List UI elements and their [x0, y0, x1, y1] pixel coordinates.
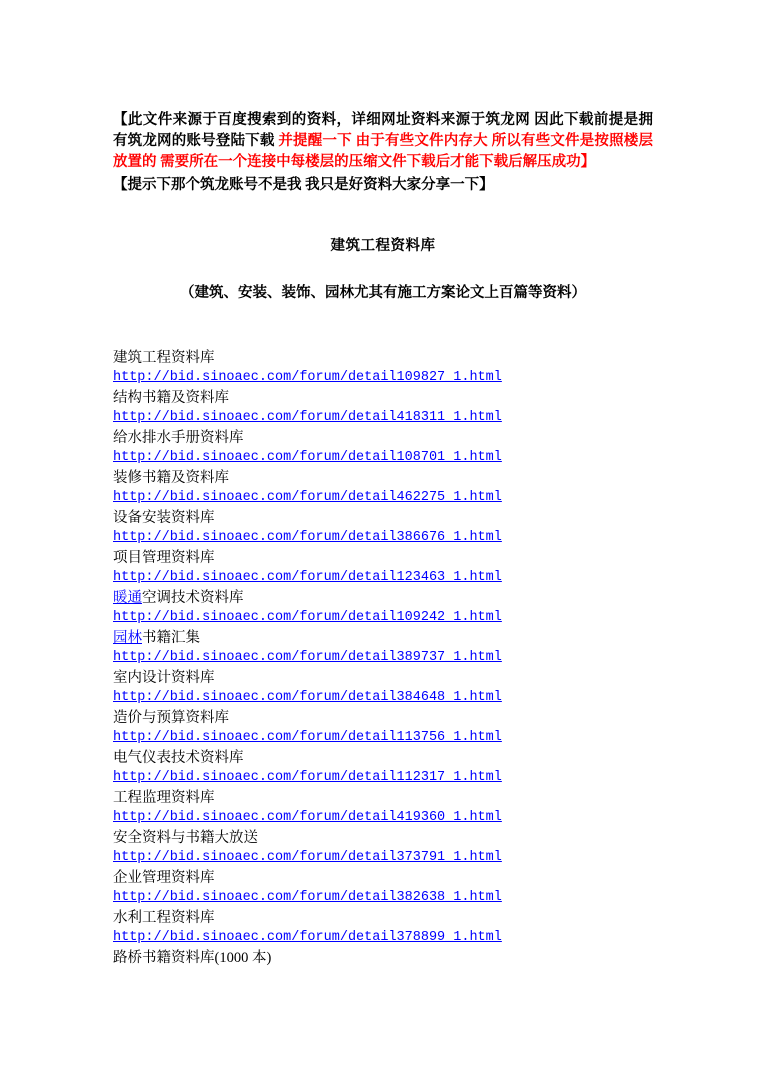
list-item	[113, 468, 653, 508]
resource-label: 安全资料与书籍大放送	[113, 830, 258, 846]
resource-label-text: 空调技术资料库	[142, 590, 244, 606]
list-item	[113, 508, 653, 548]
resource-label: 工程监理资料库	[113, 790, 215, 806]
resource-link[interactable]: http://bid.sinoaec.com/forum/detail113756_1.html	[113, 730, 502, 745]
resource-label: 结构书籍及资料库	[113, 390, 229, 406]
page-title: 建筑工程资料库	[330, 238, 436, 254]
list-item	[113, 828, 653, 868]
resource-label: 路桥书籍资料库(1000 本)	[113, 950, 272, 966]
resource-label: 装修书籍及资料库	[113, 470, 229, 486]
resource-label: 室内设计资料库	[113, 670, 215, 686]
list-item	[113, 348, 653, 388]
list-item	[113, 748, 653, 788]
resource-link[interactable]: http://bid.sinoaec.com/forum/detail109827_1.html	[113, 370, 502, 385]
resource-label	[113, 628, 653, 648]
list-item	[113, 908, 653, 948]
list-item	[113, 868, 653, 908]
resource-label-highlight[interactable]: 园林	[113, 630, 142, 646]
resource-label-highlight[interactable]: 暖通	[113, 590, 142, 606]
list-item	[113, 428, 653, 468]
resource-link[interactable]: http://bid.sinoaec.com/forum/detail462275_1.html	[113, 490, 502, 505]
resource-link[interactable]: http://bid.sinoaec.com/forum/detail386676_1.html	[113, 530, 502, 545]
list-item	[113, 588, 653, 628]
resource-link[interactable]: http://bid.sinoaec.com/forum/detail123463_1.html	[113, 570, 502, 585]
resource-label: 给水排水手册资料库	[113, 430, 244, 446]
resource-label: 设备安装资料库	[113, 510, 215, 526]
resource-link[interactable]: http://bid.sinoaec.com/forum/detail419360_1.html	[113, 810, 502, 825]
resource-label-text: 书籍汇集	[142, 630, 200, 646]
resource-label: 水利工程资料库	[113, 910, 215, 926]
list-item	[113, 708, 653, 748]
list-item	[113, 388, 653, 428]
list-item	[113, 548, 653, 588]
document-content	[113, 110, 653, 968]
resource-link[interactable]: http://bid.sinoaec.com/forum/detail373791_1.html	[113, 850, 502, 865]
list-item	[113, 788, 653, 828]
list-item	[113, 948, 653, 968]
resource-link[interactable]: http://bid.sinoaec.com/forum/detail382638_1.html	[113, 890, 502, 905]
resource-link[interactable]: http://bid.sinoaec.com/forum/detail108701_1.html	[113, 450, 502, 465]
resource-link[interactable]: http://bid.sinoaec.com/forum/detail389737_1.html	[113, 650, 502, 665]
resource-label	[113, 588, 653, 608]
notice-text-red: 并提醒一下 由于有些文件内存大 所以有些文件是按照楼层放置的 需要所在一个连接中每楼层的压缩文件下载后才能下载后解压成功】	[113, 133, 653, 170]
resource-link[interactable]: http://bid.sinoaec.com/forum/detail109242_1.html	[113, 610, 502, 625]
resource-label: 电气仪表技术资料库	[113, 750, 244, 766]
resource-link[interactable]: http://bid.sinoaec.com/forum/detail384648_1.html	[113, 690, 502, 705]
resource-link[interactable]: http://bid.sinoaec.com/forum/detail418311_1.html	[113, 410, 502, 425]
resource-label: 项目管理资料库	[113, 550, 215, 566]
resource-link[interactable]: http://bid.sinoaec.com/forum/detail112317_1.html	[113, 770, 502, 785]
resource-label: 企业管理资料库	[113, 870, 215, 886]
list-item	[113, 668, 653, 708]
list-item	[113, 628, 653, 668]
resource-label: 造价与预算资料库	[113, 710, 229, 726]
notice-paragraph	[113, 110, 653, 173]
resource-label: 建筑工程资料库	[113, 350, 215, 366]
resource-link-list	[113, 348, 653, 968]
notice-text-black: 【此文件来源于百度搜索到的资料，详细网址资料来源于筑龙网 因此下载前提是拥有筑龙网的账号登陆下载	[113, 112, 653, 149]
resource-link[interactable]: http://bid.sinoaec.com/forum/detail378899_1.html	[113, 930, 502, 945]
notice-second-line: 【提示下那个筑龙账号不是我 我只是好资料大家分享一下】	[113, 177, 494, 193]
page-subtitle: （建筑、安装、装饰、园林尤其有施工方案论文上百篇等资料）	[180, 285, 586, 301]
